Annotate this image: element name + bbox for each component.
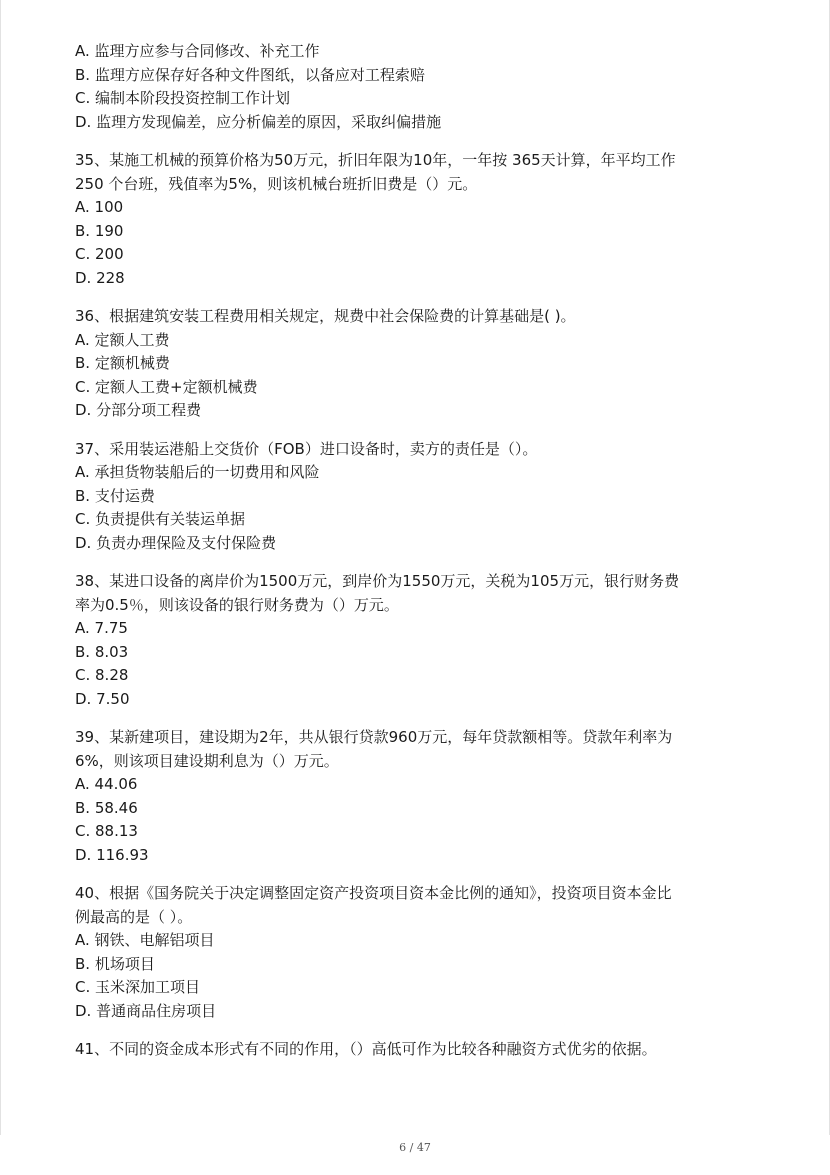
answer-option: A. 定额人工费 bbox=[75, 330, 170, 349]
page-edge-left bbox=[0, 0, 1, 1135]
question-stem-line: 41、不同的资金成本形式有不同的作用，（）高低可作为比较各种融资方式优劣的依据。 bbox=[75, 1040, 657, 1058]
answer-option: B. 定额机械费 bbox=[75, 354, 170, 372]
answer-option: D. 监理方发现偏差，应分析偏差的原因，采取纠偏措施 bbox=[75, 112, 442, 131]
answer-option: A. 监理方应参与合同修改、补充工作 bbox=[75, 42, 320, 60]
question-stem-line: 36、根据建筑安装工程费用相关规定，规费中社会保险费的计算基础是( )。 bbox=[75, 307, 576, 325]
question-stem-line: 39、某新建项目，建设期为2年，共从银行贷款960万元，每年贷款额相等。贷款年利率为 bbox=[75, 728, 673, 746]
answer-option: B. 支付运费 bbox=[75, 486, 155, 505]
question-stem-line: 40、根据《国务院关于决定调整固定资产投资项目资本金比例的通知》，投资项目资本金比 bbox=[75, 884, 672, 902]
answer-option: D. 负责办理保险及支付保险费 bbox=[75, 533, 277, 552]
answer-option: C. 定额人工费+定额机械费 bbox=[75, 377, 258, 396]
question-block bbox=[75, 305, 765, 423]
question-block bbox=[75, 882, 765, 1023]
answer-option: B. 8.03 bbox=[75, 642, 129, 661]
question-stem-line: 250 个台班，残值率为5%，则该机械台班折旧费是（）元。 bbox=[75, 174, 478, 193]
answer-option: D. 228 bbox=[75, 268, 125, 287]
question-stem-line: 6%，则该项目建设期利息为（）万元。 bbox=[75, 751, 339, 770]
answer-option: D. 分部分项工程费 bbox=[75, 401, 202, 419]
answer-option: D. 7.50 bbox=[75, 689, 130, 708]
question-stem-line: 35、某施工机械的预算价格为50万元，折旧年限为10年，一年按 365天计算，年平均工作 bbox=[75, 151, 676, 169]
question-stem-line: 例最高的是（ ）。 bbox=[75, 907, 193, 926]
answer-option: D. 普通商品住房项目 bbox=[75, 1001, 217, 1020]
answer-option: A. 7.75 bbox=[75, 619, 128, 637]
answer-option: C. 8.28 bbox=[75, 666, 129, 684]
answer-option: A. 100 bbox=[75, 198, 124, 216]
answer-option: A. 44.06 bbox=[75, 775, 138, 793]
answer-option: C. 88.13 bbox=[75, 822, 138, 840]
answer-option: B. 监理方应保存好各种文件图纸，以备应对工程索赔 bbox=[75, 65, 425, 84]
answer-option: D. 116.93 bbox=[75, 845, 149, 864]
question-stem-line: 率为0.5％，则该设备的银行财务费为（）万元。 bbox=[75, 595, 399, 614]
question-block bbox=[75, 726, 765, 867]
answer-option: C. 玉米深加工项目 bbox=[75, 978, 201, 996]
answer-option: C. 200 bbox=[75, 245, 124, 263]
answer-option: A. 钢铁、电解铝项目 bbox=[75, 931, 215, 949]
document-content bbox=[75, 40, 765, 1077]
answer-option: C. 编制本阶段投资控制工作计划 bbox=[75, 89, 291, 107]
question-block bbox=[75, 1038, 765, 1062]
answer-option: B. 190 bbox=[75, 221, 124, 240]
question-stem-line: 38、某进口设备的离岸价为1500万元，到岸价为1550万元，关税为105万元，银行财务费 bbox=[75, 572, 680, 590]
question-stem-line: 37、采用装运港船上交货价（FOB）进口设备时，卖方的责任是（）。 bbox=[75, 439, 538, 458]
question-block bbox=[75, 149, 765, 290]
question-block bbox=[75, 438, 765, 556]
question-block bbox=[75, 570, 765, 711]
question-continuation bbox=[75, 40, 765, 134]
answer-option: A. 承担货物装船后的一切费用和风险 bbox=[75, 463, 320, 481]
page-number: 6 / 47 bbox=[399, 1141, 431, 1154]
answer-option: C. 负责提供有关装运单据 bbox=[75, 510, 246, 528]
answer-option: B. 机场项目 bbox=[75, 954, 155, 973]
answer-option: B. 58.46 bbox=[75, 798, 138, 817]
